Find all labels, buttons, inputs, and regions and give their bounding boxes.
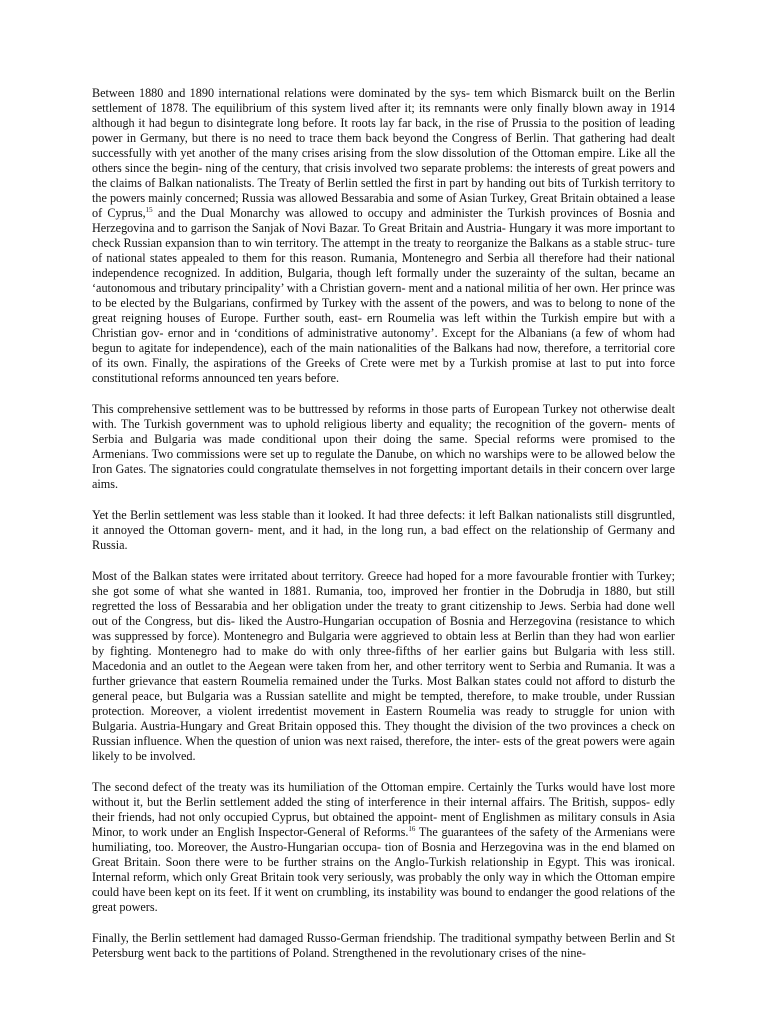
paragraph-text: Finally, the Berlin settlement had damaged Russo-German friendship. The traditional sympathy between Berlin and St Petersburg went back to the partitions of Poland. Strengthened in the revolutionary crises of the nine-	[92, 931, 675, 960]
paragraph-text: Yet the Berlin settlement was less stable than it looked. It had three defects: it left Balkan nationalists still disgruntled, it annoyed the Ottoman govern- ment, and it had, in the long run, a bad effect on the relationship of Germany and Russia.	[92, 508, 675, 552]
paragraph-text: The guarantees of the safety of the Armenians were humiliating, too. Moreover, the Austro-Hungarian occupa- tion of Bosnia and Herzegovina was in the end blamed on Great Britain. Soon there were to be further strains on the Anglo-Turkish relationship in Egypt. This was ironical. Internal reform, which only Great Britain took very seriously, was probably the only way in which the Ottoman empire could have been kept on its feet. If it went on crumbling, its instability was bound to endanger the good relations of the great powers.	[92, 825, 676, 914]
paragraph-text: This comprehensive settlement was to be buttressed by reforms in those parts of European Turkey not otherwise dealt with. The Turkish government was to uphold religious liberty and equality; the recognition of the govern- ments of Serbia and Bulgaria was made conditional upon their doing the same. Special reforms were promised to the Armenians. Two commissions were set up to regulate the Danube, on which no warships were to be allowed below the Iron Gates. The signatories could congratulate themselves in not forgetting important details in their concern over large aims.	[92, 402, 675, 491]
paragraph-ottoman-humiliation	[92, 780, 675, 915]
paragraph-reforms	[92, 402, 675, 492]
paragraph-text: Most of the Balkan states were irritated about territory. Greece had hoped for a more favourable frontier with Turkey; she got some of what she wanted in 1881. Rumania, too, improved her frontier in the Dobrudja in 1880, but still regretted the loss of Bessarabia and her obligation under the treaty to grant citizenship to Jews. Serbia had done well out of the Congress, but dis- liked the Austro-Hungarian occupation of Bosnia and Herzegovina (resistance to which was suppressed by force). Montenegro and Bulgaria were aggrieved to obtain less at Berlin than they had won earlier by fighting. Montenegro had to make do with only three-fifths of her earlier gains but Bulgaria with less still. Macedonia and an outlet to the Aegean were taken from her, and other territory went to Serbia and Rumania. It was a further grievance that eastern Roumelia remained under the Turks. Most Balkan states could not afford to disturb the general peace, but Bulgaria was a Russian satellite and might be tempted, therefore, to make trouble, under Russian protection. Moreover, a violent irredentist movement in Eastern Roumelia was ready to struggle for union with Bulgaria. Austria-Hungary and Great Britain opposed this. They thought the division of the two provinces a check on Russian influence. When the question of union was next raised, therefore, the inter- ests of the great powers were again likely to be involved.	[92, 569, 675, 763]
document-page	[92, 86, 675, 961]
footnote-marker-15: 15	[145, 205, 153, 214]
paragraph-three-defects	[92, 508, 675, 553]
paragraph-text: and the Dual Monarchy was allowed to occupy and administer the Turkish provinces of Bosnia and Herzegovina and to garrison the Sanjak of Novi Bazar. To Great Britain and Austria- Hungary it was more important to check Russian expansion than to win territory. The attempt in the treaty to reorganize the Balkans as a stable struc- ture of national states appealed to them for this reason. Rumania, Montenegro and Serbia all therefore had their national independence recognized. In addition, Bulgaria, though left formally under the suzerainty of the sultan, became an ‘autonomous and tributary principality’ with a Christian govern- ment and a national militia of her own. Her prince was to be elected by the Bulgarians, confirmed by Turkey with the assent of the powers, and was to belong to none of the great reigning houses of Europe. Further south, east- ern Roumelia was left within the Turkish empire but with a Christian gov- ernor and in ‘conditions of administrative autonomy’. Except for the Albanians (a few of whom had begun to agitate for independence), each of the main nationalities of the Balkans had now, therefore, a territorial core of its own. Finally, the aspirations of the Greeks of Crete were met by a Turkish promise at last to put into force constitutional reforms announced ten years before.	[92, 206, 676, 385]
footnote-marker-16: 16	[408, 824, 416, 833]
paragraph-berlin-settlement	[92, 86, 675, 386]
paragraph-balkan-territory	[92, 569, 675, 764]
paragraph-russo-german	[92, 931, 675, 961]
paragraph-text: Between 1880 and 1890 international relations were dominated by the sys- tem which Bismarck built on the Berlin settlement of 1878. The equilibrium of this system lived after it; its remnants were only finally blown away in 1914 although it had begun to disintegrate long before. It roots lay far back, in the rise of Prussia to the position of leading power in Germany, but there is no need to trace them back beyond the Congress of Berlin. That gathering had dealt successfully with yet another of the many crises arising from the slow dissolution of the Ottoman empire. Like all the others since the begin- ning of the century, that crisis involved two separate problems: the interests of great powers and the claims of Balkan nationalists. The Treaty of Berlin settled the first in part by handing out bits of Turkish territory to the powers mainly concerned; Russia was allowed Bessarabia and some of Asian Turkey, Great Britain obtained a lease of Cyprus,	[92, 86, 675, 220]
paragraph-text: The second defect of the treaty was its humiliation of the Ottoman empire. Certainly the Turks would have lost more without it, but the Berlin settlement added the sting of interference in their internal affairs. The British, suppos- edly their friends, had not only occupied Cyprus, but obtained the appoint- ment of Englishmen as military consuls in Asia Minor, to work under an English Inspector-General of Reforms.	[92, 780, 675, 839]
